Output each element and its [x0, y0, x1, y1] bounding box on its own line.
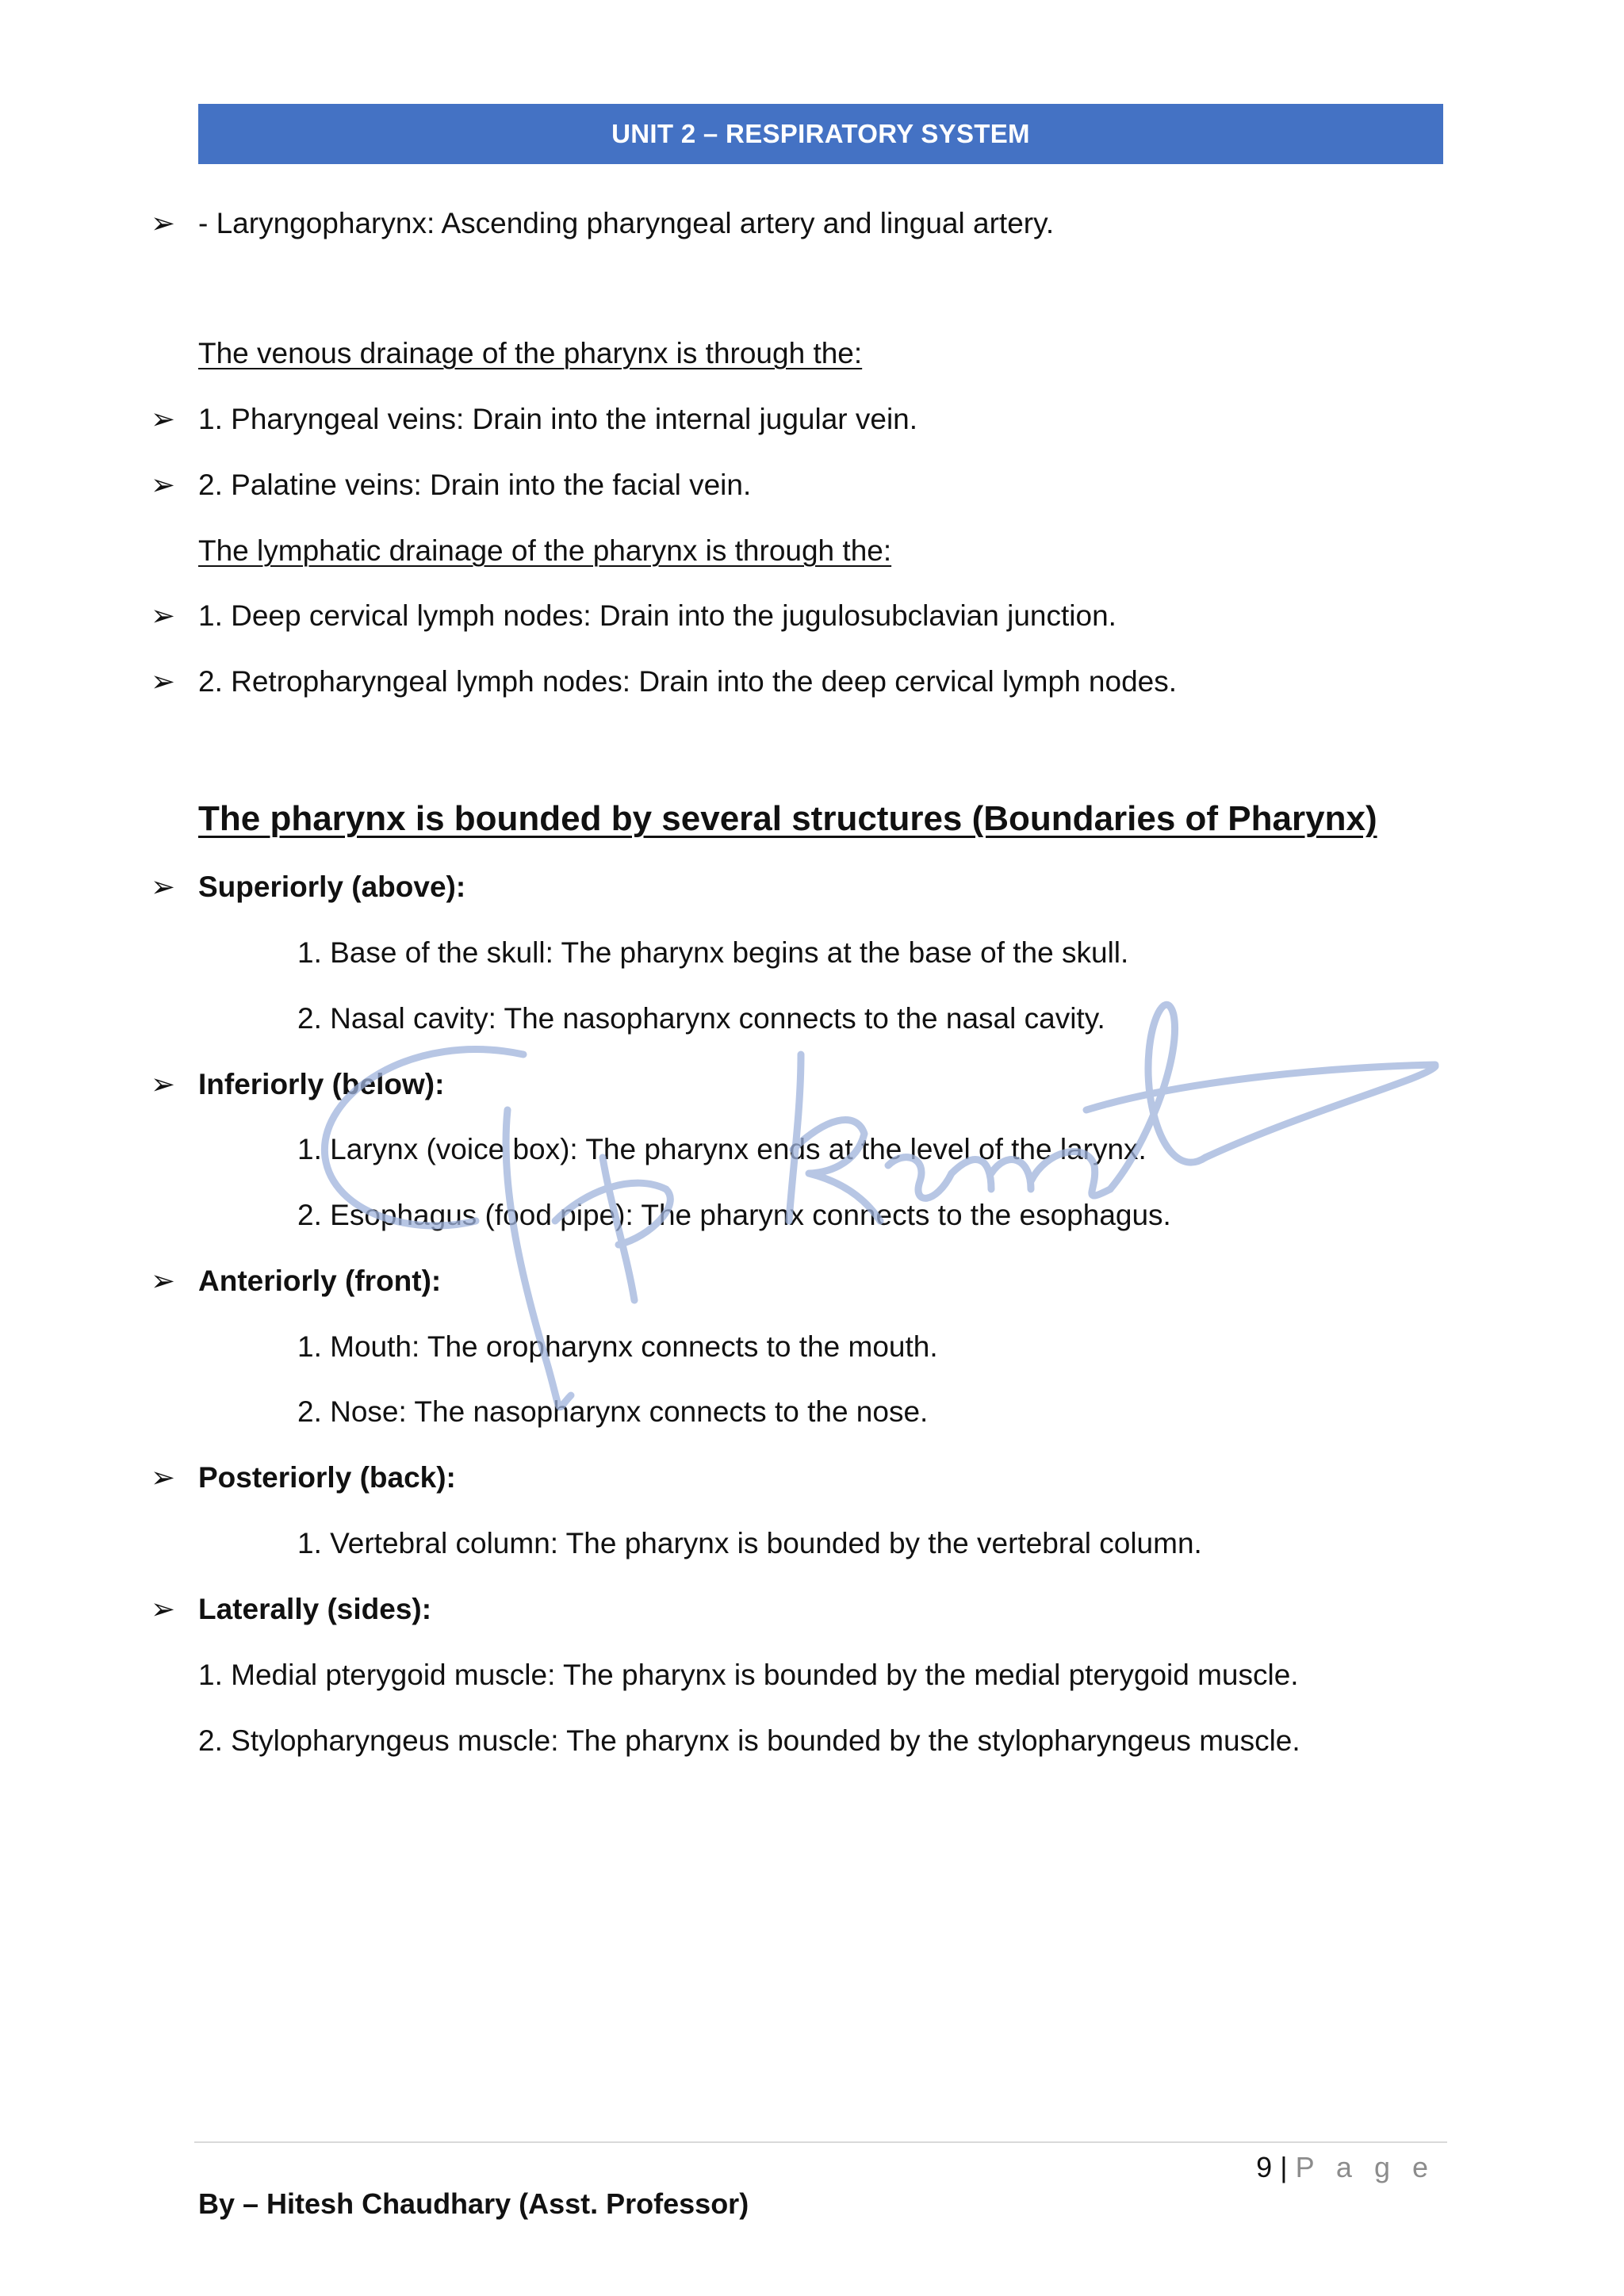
arrow-bullet-icon: ➢: [151, 1461, 176, 1494]
footer-divider: [194, 2141, 1447, 2143]
page-separator: |: [1280, 2151, 1288, 2183]
arrow-bullet-icon: ➢: [151, 871, 176, 903]
boundary-item: 2. Esophagus (food pipe): The pharynx connects to the esophagus.: [297, 1199, 1171, 1231]
arrow-bullet-icon: ➢: [151, 1265, 176, 1297]
page-number: 9: [1256, 2151, 1273, 2183]
boundary-item: 1. Base of the skull: The pharynx begins at the base of the skull.: [297, 936, 1129, 969]
lymphatic-item: 1. Deep cervical lymph nodes: Drain into the jugulosubclavian junction.: [198, 599, 1116, 632]
page-number-block: [1256, 2149, 1435, 2187]
arrow-bullet-icon: ➢: [151, 469, 176, 501]
page-label: P a g e: [1295, 2151, 1435, 2183]
unit-title: UNIT 2 – RESPIRATORY SYSTEM: [611, 119, 1030, 148]
boundary-title-inferior: Inferiorly (below):: [198, 1068, 445, 1100]
venous-item: 1. Pharyngeal veins: Drain into the internal jugular vein.: [198, 403, 918, 435]
arrow-bullet-icon: ➢: [151, 207, 176, 239]
boundary-item: 2. Nasal cavity: The nasopharynx connects to the nasal cavity.: [297, 1002, 1105, 1035]
arrow-bullet-icon: ➢: [151, 665, 176, 698]
author-credit: By – Hitesh Chaudhary (Asst. Professor): [198, 2187, 749, 2220]
boundary-title-lateral: Laterally (sides):: [198, 1593, 432, 1625]
unit-header-bar: [198, 104, 1443, 164]
boundary-item: 1. Larynx (voice box): The pharynx ends at the level of the larynx.: [297, 1133, 1147, 1165]
arrow-bullet-icon: ➢: [151, 403, 176, 435]
boundary-item: 1. Medial pterygoid muscle: The pharynx is bounded by the medial pterygoid muscle.: [198, 1659, 1299, 1691]
boundary-item: 1. Vertebral column: The pharynx is bounded by the vertebral column.: [297, 1527, 1202, 1559]
boundary-title-superior: Superiorly (above):: [198, 871, 466, 903]
boundary-item: 2. Nose: The nasopharynx connects to the nose.: [297, 1395, 929, 1428]
boundary-title-posterior: Posteriorly (back):: [198, 1461, 456, 1494]
arrow-bullet-icon: ➢: [151, 1068, 176, 1100]
laryngopharynx-text: - Laryngopharynx: Ascending pharyngeal artery and lingual artery.: [198, 207, 1055, 239]
boundary-item: 1. Mouth: The oropharynx connects to the mouth.: [297, 1330, 938, 1363]
boundary-title-anterior: Anteriorly (front):: [198, 1265, 442, 1297]
boundary-item: 2. Stylopharyngeus muscle: The pharynx is bounded by the stylopharyngeus muscle.: [198, 1724, 1300, 1757]
lymphatic-item: 2. Retropharyngeal lymph nodes: Drain into the deep cervical lymph nodes.: [198, 665, 1178, 698]
venous-item: 2. Palatine veins: Drain into the facial vein.: [198, 469, 752, 501]
lymphatic-drainage-heading: The lymphatic drainage of the pharynx is through the:: [198, 534, 892, 567]
arrow-bullet-icon: ➢: [151, 1593, 176, 1625]
arrow-bullet-icon: ➢: [151, 599, 176, 632]
boundaries-heading: The pharynx is bounded by several structures (Boundaries of Pharynx): [198, 799, 1377, 838]
venous-drainage-heading: The venous drainage of the pharynx is through the:: [198, 337, 863, 369]
